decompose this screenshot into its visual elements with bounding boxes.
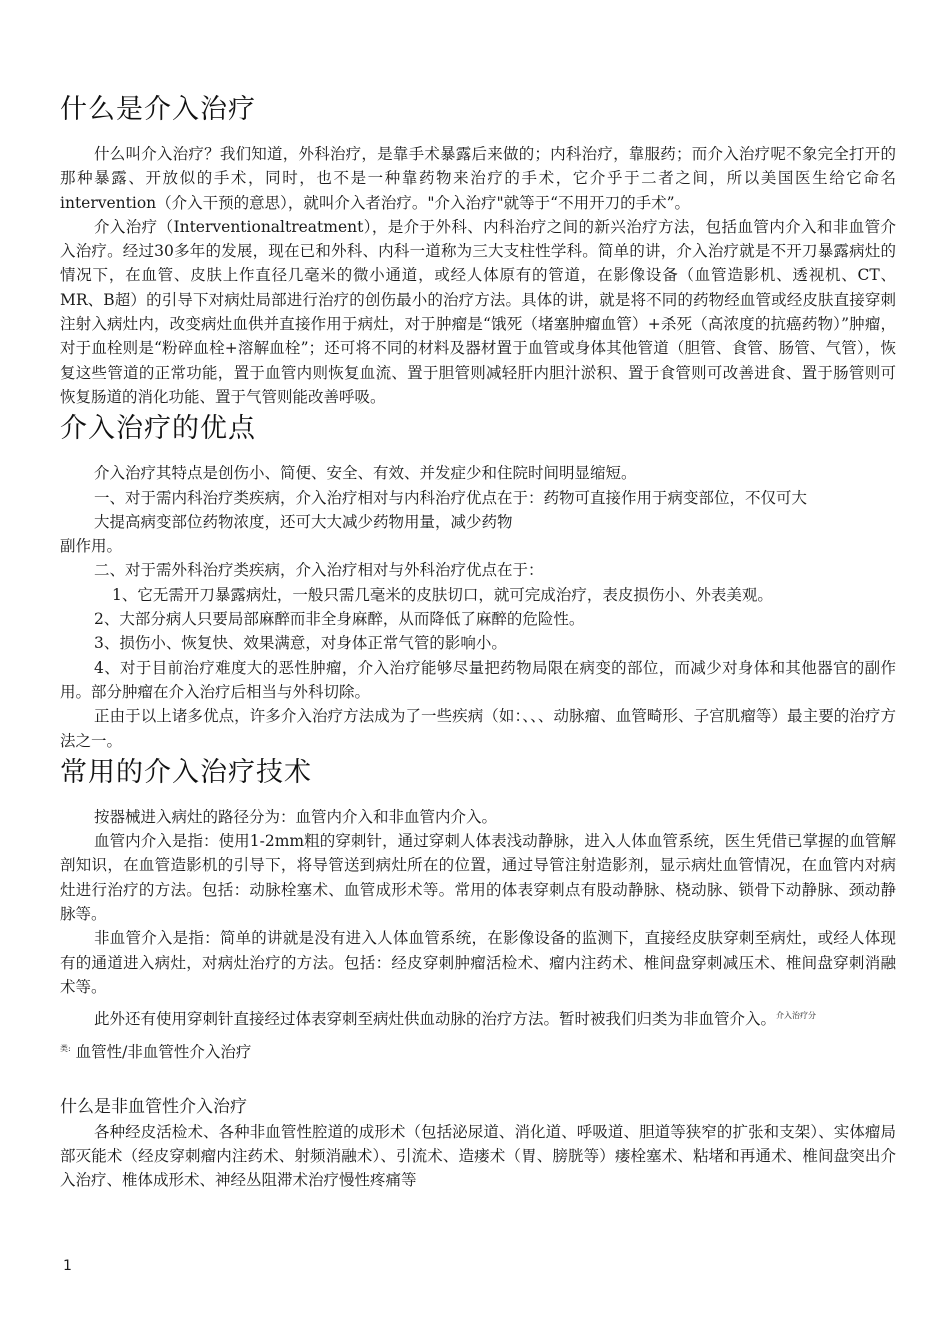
subheading-nonvascular: 什么是非血管性介入治疗 [60,1096,247,1117]
category-tag-line [60,1040,896,1064]
paragraph: 介入治疗（Interventionaltreatment），是介于外科、内科治疗之间的新兴治疗方法，包括血管内介入和非血管介入治疗。经过30多年的发展，现在已和外科、内科一道称为三大支柱性学科。简单的讲，介入治疗就是不开刀暴露病灶的情况下，在血管、皮肤上作直径几毫米的微小通道，或经人体原有的管道，在影像设备（血管造影机、透视机、CT、MR、B超）的引导下对病灶局部进行治疗的创伤最小的治疗方法。具体的讲，就是将不同的药物经血管或经皮肤直接穿刺注射入病灶内，改变病灶血供并直接作用于病灶，对于肿瘤是“饿死（堵塞肿瘤血管）+杀死（高浓度的抗癌药物）”肿瘤，对于血栓则是“粉碎血栓+溶解血栓”；还可将不同的材料及器材置于血管或身体其他管道（胆管、食管、肠管、气管），恢复这些管道的正常功能，置于血管内则恢复血流、置于胆管则减轻肝内胆汁淤积、置于食管则可改善进食、置于肠管则可恢复肠道的消化功能、置于气管则能改善呼吸。 [60,217,896,406]
list-item: 1、它无需开刀暴露病灶，一般只需几毫米的皮肤切口，就可完成治疗，表皮损伤小、外表美观。 [112,585,773,604]
section-title-what-is: 什么是介入治疗 [60,94,256,125]
list-item: 2、大部分病人只要局部麻醉而非全身麻醉，从而降低了麻醉的危险性。 [94,610,585,629]
section-title-advantages: 介入治疗的优点 [60,413,256,445]
section-title-techniques: 常用的介入治疗技术 [60,756,312,788]
paragraph: 正由于以上诸多优点，许多介入治疗方法成为了一些疾病（如：、、、动脉瘤、血管畸形、子宫肌瘤等）最主要的治疗方法之一。 [60,707,896,750]
list-item: 4、对于目前治疗难度大的恶性肿瘤，介入治疗能够尽量把药物局限在病变的部位，而减少对身体和其他器官的副作用。部分肿瘤在介入治疗后相当与外科切除。 [60,658,896,701]
paragraph: 非血管介入是指：简单的讲就是没有进入人体血管系统，在影像设备的监测下，直接经皮肤穿刺至病灶，或经人体现有的通道进入病灶，对病灶治疗的方法。包括：经皮穿刺肿瘤活检术、瘤内注药术、椎间盘穿刺减压术、椎间盘穿刺消融术等。 [60,929,896,996]
document-body [60,90,896,1193]
category-tag-label-cont: 类: [60,1043,71,1053]
category-tag-label: 介入治疗分 [776,1011,817,1021]
paragraph: 大提高病变部位药物浓度，还可大大减少药物用量，减少药物 [94,512,513,531]
paragraph: 一、对于需内科治疗类疾病，介入治疗相对与内科治疗优点在于：药物可直接作用于病变部位，不仅可大 [94,488,808,507]
paragraph: 介入治疗其特点是创伤小、简便、安全、有效、并发症少和住院时间明显缩短。 [94,464,637,483]
paragraph: 按器械进入病灶的路径分为：血管内介入和非血管内介入。 [94,807,498,826]
paragraph: 各种经皮活检术、各种非血管性腔道的成形术（包括泌尿道、消化道、呼吸道、胆道等狭窄的扩张和支架）、实体瘤局部灭能术（经皮穿刺瘤内注药术、射频消融术）、引流术、造瘘术（胃、膀胱等）瘘栓塞术、粘堵和再通术、椎间盘突出介入治疗、椎体成形术、神经丛阻滞术治疗慢性疼痛等 [60,1122,896,1190]
paragraph: 血管内介入是指：使用1-2mm粗的穿刺针，通过穿刺人体表浅动静脉，进入人体血管系统，医生凭借已掌握的血管解剖知识，在血管造影机的引导下，将导管送到病灶所在的位置，通过导管注射造影剂，显示病灶血管情况，在血管内对病灶进行治疗的方法。包括：动脉栓塞术、血管成形术等。常用的体表穿刺点有股动静脉、桡动脉、锁骨下动静脉、颈动静脉等。 [60,832,896,924]
paragraph: 什么叫介入治疗？我们知道，外科治疗，是靠手术暴露后来做的；内科治疗，靠服药；而介入治疗呢不象完全打开的那种暴露、开放似的手术，同时，也不是一种靠药物来治疗的手术，它介乎于二者之间，所以美国医生给它命名intervention（介入干预的意思），就叫介入者治疗。"介入治疗"就等于“不用开刀的手术”。 [60,145,896,212]
paragraph-text: 此外还有使用穿刺针直接经过体表穿刺至病灶供血动脉的治疗方法。暂时被我们归类为非血管介入。 [94,1010,777,1029]
paragraph: 副作用。 [60,537,123,556]
list-item: 3、损伤小、恢复快、效果满意，对身体正常气管的影响小。 [94,634,507,653]
paragraph: 二、对于需外科治疗类疾病，介入治疗相对与外科治疗优点在于： [94,561,544,580]
category-tag-text: 血管性/非血管性介入治疗 [75,1042,252,1061]
page-number: 1 [63,1258,72,1274]
paragraph-with-tag [60,1007,896,1031]
